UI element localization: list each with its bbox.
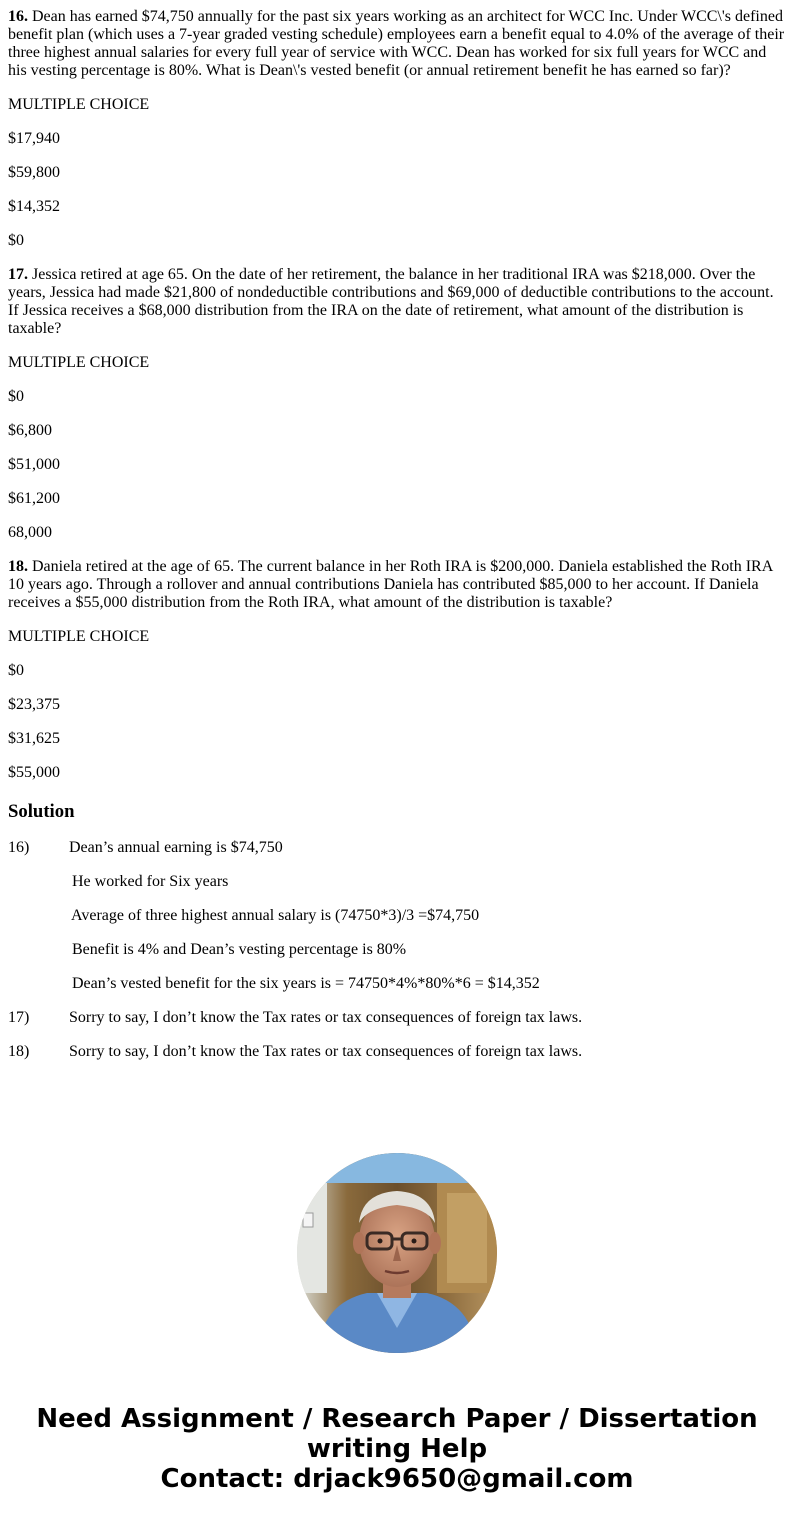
solution-line — [8, 907, 786, 925]
solution-line — [8, 839, 786, 857]
answer-option[interactable]: 68,000 — [8, 524, 52, 541]
answer-option[interactable]: $0 — [8, 388, 24, 405]
solution-heading: Solution — [8, 801, 75, 822]
answer-option[interactable]: $61,200 — [8, 490, 60, 507]
solution-line — [8, 1009, 786, 1027]
question-16 — [8, 8, 786, 250]
question-type-label: MULTIPLE CHOICE — [8, 628, 150, 645]
solution-section — [8, 801, 786, 1061]
author-avatar — [297, 1153, 497, 1353]
answer-option[interactable]: $31,625 — [8, 730, 60, 747]
question-number: 18. — [8, 558, 28, 575]
question-number: 16. — [8, 8, 28, 25]
solution-line-number: 17) — [8, 1009, 30, 1026]
question-number: 17. — [8, 266, 28, 283]
solution-line-text: Benefit is 4% and Dean’s vesting percentage is 80% — [72, 941, 407, 958]
solution-line — [8, 1043, 786, 1061]
question-type-label: MULTIPLE CHOICE — [8, 96, 150, 113]
answer-option[interactable]: $59,800 — [8, 164, 60, 181]
solution-line-text: Average of three highest annual salary is (74750*3)/3 =$74,750 — [71, 907, 480, 924]
solution-line-number: 18) — [8, 1043, 30, 1060]
footer-contact[interactable]: Contact: drjack9650@gmail.com — [160, 1464, 634, 1494]
question-text: 16. Dean has earned $74,750 annually for the past six years working as an architect for WCC Inc. Under WCC\'s defined benefit plan (which uses a 7-year graded vesting schedule) employees earn a benefit equal to 4.0% of the average of their three highest annual salaries for every full year of service with WCC. Dean has worked for six full years for WCC and his vesting percentage is 80%. What is Dean\'s vested benefit (or annual retirement benefit he has earned so far)? — [8, 8, 785, 79]
footer-line: Need Assignment / Research Paper / Dissertation — [36, 1404, 758, 1434]
solution-line — [8, 873, 786, 891]
answer-option[interactable]: $6,800 — [8, 422, 52, 439]
solution-line-text: Sorry to say, I don’t know the Tax rates or tax consequences of foreign tax laws. — [69, 1009, 583, 1026]
question-17 — [8, 266, 786, 542]
question-text: 18. Daniela retired at the age of 65. The current balance in her Roth IRA is $200,000. Daniela established the Roth IRA 10 years ago. Through a rollover and annual contributions Daniela has contributed $85,000 to her account. If Daniela receives a $55,000 distribution from the Roth IRA, what amount of the distribution is taxable? — [8, 558, 773, 611]
document-body — [8, 8, 786, 1061]
solution-line-number: 16) — [8, 839, 30, 856]
answer-option[interactable]: $14,352 — [8, 198, 60, 215]
author-photo — [297, 1153, 497, 1353]
solution-line-text: Dean’s annual earning is $74,750 — [69, 839, 283, 856]
solution-line — [8, 975, 786, 993]
question-type-label: MULTIPLE CHOICE — [8, 354, 150, 371]
solution-line-text: He worked for Six years — [72, 873, 229, 890]
solution-line-text: Sorry to say, I don’t know the Tax rates or tax consequences of foreign tax laws. — [69, 1043, 583, 1060]
answer-option[interactable]: $55,000 — [8, 764, 60, 781]
contact-footer — [0, 1404, 794, 1494]
solution-line — [8, 941, 786, 959]
answer-option[interactable]: $0 — [8, 232, 24, 249]
question-text: 17. Jessica retired at age 65. On the date of her retirement, the balance in her traditional IRA was $218,000. Over the years, Jessica had made $21,800 of nondeductible contributions and $69,000 of deductible contributions to the account. If Jessica receives a $68,000 distribution from the IRA on the date of retirement, what amount of the distribution is taxable? — [8, 266, 774, 337]
answer-option[interactable]: $17,940 — [8, 130, 60, 147]
answer-option[interactable]: $0 — [8, 662, 24, 679]
solution-line-text: Dean’s vested benefit for the six years is = 74750*4%*80%*6 = $14,352 — [72, 975, 540, 992]
answer-option[interactable]: $51,000 — [8, 456, 60, 473]
answer-option[interactable]: $23,375 — [8, 696, 60, 713]
question-18 — [8, 558, 786, 782]
footer-line: writing Help — [306, 1434, 488, 1464]
